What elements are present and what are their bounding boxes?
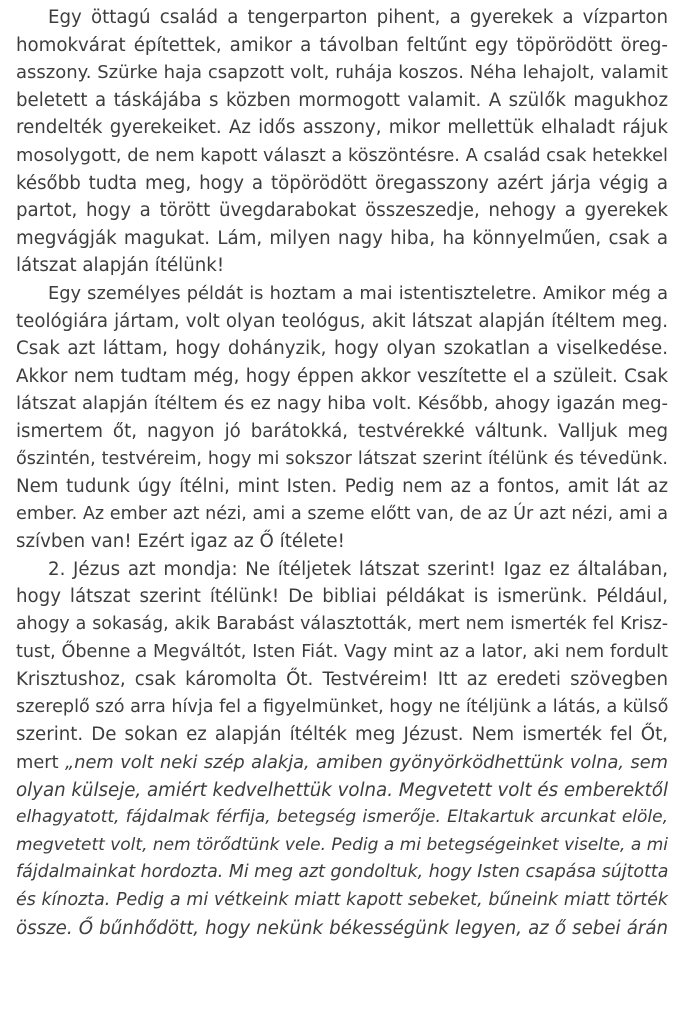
text-line: asszony. Szürke haja csapzott volt, ruhája koszos. Néha lehajolt, valamit: [16, 62, 668, 84]
text-line: rendelték gyerekeiket. Az idős asszony, mikor mellettük elhaladt rájuk: [16, 117, 668, 139]
text-line: Nem tudunk úgy ítélni, mint Isten. Pedig nem az a fontos, amit lát az: [16, 476, 668, 498]
text-line: mosolygott, de nem kapott választ a köszöntésre. A család csak hetekkel: [16, 144, 668, 166]
quoted-text-line: olyan külseje, amiért kedvelhettük volna. Megvetett volt és emberektől: [16, 779, 668, 801]
text-line: ember. Az ember azt nézi, ami a szeme előtt van, de az Úr azt nézi, ami a: [16, 503, 668, 524]
text-line: 2. Jézus azt mondja: Ne ítéljetek látszat szerint! Igaz ez általában,: [48, 558, 668, 580]
paragraph-1: [16, 4, 668, 280]
quoted-text-line: megvetett volt, nem törődtünk vele. Pedig a mi betegségeinket viselte, a mi: [16, 834, 668, 855]
text-line: szereplő szó arra hívja fel a figyelmünket, hogy ne ítéljünk a látás, a külső: [16, 696, 669, 717]
mixed-text-line: [16, 749, 668, 777]
paragraph-3: [16, 556, 668, 942]
text-line: hogy látszat szerint ítélünk! De bibliai példákat is ismerünk. Például,: [16, 586, 668, 608]
text-line: tust, Őbenne a Megváltót, Isten Fiát. Vagy mint az a lator, aki nem fordult: [16, 641, 668, 662]
text-line: később tudta meg, hogy a töpörödött öregasszony azért járja végig a: [16, 172, 668, 194]
text-line: őszintén, testvéreim, hogy mi sokszor látszat szerint ítélünk és tévedünk.: [16, 448, 668, 469]
quoted-text-line: és kínozta. Pedig a mi vétkeink miatt kapott sebeket, bűneink miatt törték: [16, 890, 668, 910]
quoted-text-line: elhagyatott, fájdalmak férfija, betegség ismerője. Eltakartuk arcunkat elöle,: [16, 807, 668, 828]
text-line: szívben van! Ezért igaz az Ő ítélete!: [16, 531, 345, 553]
quoted-text-run: „nem volt neki szép alakja, amiben gyönyörködhettünk volna, sem: [65, 752, 668, 774]
text-line: partot, hogy a törött üvegdarabokat összeszedje, nehogy a gyerekek: [16, 200, 668, 222]
text-line: Egy személyes példát is hoztam a mai istentiszteletre. Amikor még a: [48, 282, 668, 304]
text-line: látszat alapján ítéltem és ez nagy hiba volt. Később, ahogy igazán meg-: [16, 393, 668, 415]
text-line: teológiára jártam, volt olyan teológus, akit látszat alapján ítéltem meg.: [16, 310, 668, 332]
text-line: Akkor nem tudtam még, hogy éppen akkor veszítette el a szüleit. Csak: [16, 365, 668, 387]
text-line: látszat alapján ítélünk!: [16, 255, 225, 277]
text-line: Egy öttagú család a tengerparton pihent, a gyerekek a vízparton: [48, 7, 668, 28]
text-line: Csak azt láttam, hogy dohányzik, hogy olyan szokatlan a viselkedése.: [16, 338, 668, 360]
text-run: mert: [16, 752, 66, 774]
paragraph-2: [16, 280, 668, 556]
quoted-text-line: fájdalmainkat hordozta. Mi meg azt gondoltuk, hogy Isten csapása sújtotta: [16, 862, 669, 883]
text-line: homokvárat építettek, amikor a távolban feltűnt egy töpörödött öreg-: [16, 34, 668, 56]
text-line: Krisztushoz, csak káromolta Őt. Testvéreim! Itt az eredeti szövegben: [16, 669, 668, 691]
text-line: ismertem őt, nagyon jó barátokká, testvérekké váltunk. Valljuk meg: [16, 420, 668, 442]
text-line: megvágják magukat. Lám, milyen nagy hiba, ha könnyelműen, csak a: [16, 227, 668, 249]
text-line: szerint. De sokan ez alapján ítélték meg Jézust. Nem ismerték fel Őt,: [16, 724, 668, 746]
text-line: ahogy a sokaság, akik Barabást választották, mert nem ismerték fel Krisz-: [16, 614, 668, 635]
body-text: [16, 4, 668, 942]
quoted-text-line: össze. Ő bűnhődött, hogy nekünk békességünk legyen, az ő sebei árán: [16, 917, 668, 939]
text-line: beletett a táskájába s közben mormogott valamit. A szülők magukhoz: [16, 89, 668, 111]
